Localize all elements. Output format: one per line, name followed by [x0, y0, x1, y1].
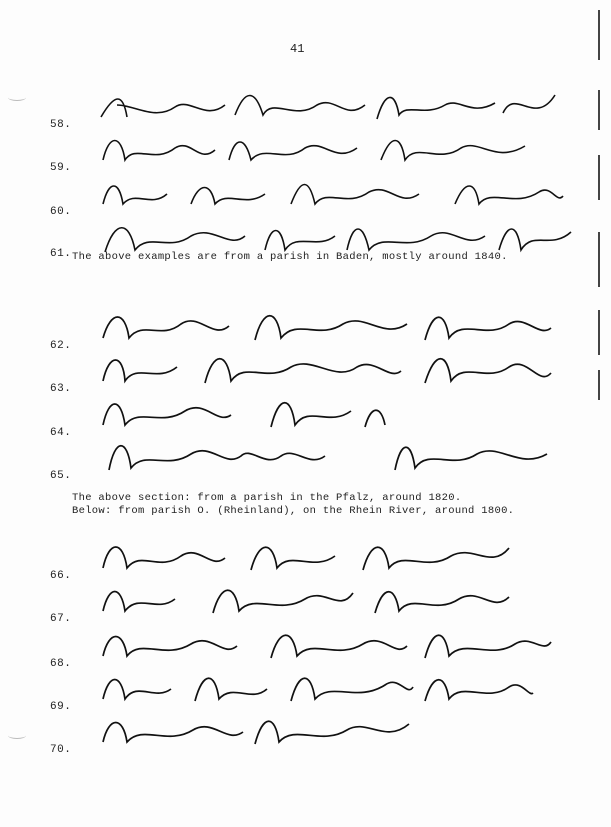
- handwritten-names: [95, 130, 535, 176]
- entry-number: 70.: [50, 744, 72, 756]
- handwritten-names: [95, 174, 565, 220]
- handwritten-names: [95, 624, 555, 672]
- entry-row: [0, 722, 611, 762]
- right-edge-mark: [598, 10, 600, 60]
- entry-number: 59.: [50, 162, 72, 174]
- entry-number: 65.: [50, 470, 72, 482]
- section-note: Below: from parish O. (Rheinland), on the Rhein River, around 1800.: [72, 505, 515, 517]
- handwritten-names: [95, 536, 515, 584]
- handwritten-names: [95, 347, 555, 397]
- page-number: 41: [290, 42, 305, 56]
- handwritten-names: [95, 579, 515, 627]
- handwritten-names: [95, 434, 555, 484]
- entry-number: 67.: [50, 613, 72, 625]
- entry-row: [0, 448, 611, 488]
- entry-number: 63.: [50, 383, 72, 395]
- handwritten-names: [95, 710, 415, 758]
- handwritten-names: [95, 87, 565, 133]
- section-note: The above section: from a parish in the Pfalz, around 1820.: [72, 492, 462, 504]
- entry-number: 61.: [50, 248, 72, 260]
- entry-number: 58.: [50, 119, 72, 131]
- entry-number: 64.: [50, 427, 72, 439]
- entry-number: 69.: [50, 701, 72, 713]
- entry-number: 68.: [50, 658, 72, 670]
- handwritten-names: [95, 667, 535, 715]
- entry-number: 62.: [50, 340, 72, 352]
- section-note: The above examples are from a parish in Baden, mostly around 1840.: [72, 251, 508, 263]
- entry-number: 66.: [50, 570, 72, 582]
- entry-number: 60.: [50, 206, 72, 218]
